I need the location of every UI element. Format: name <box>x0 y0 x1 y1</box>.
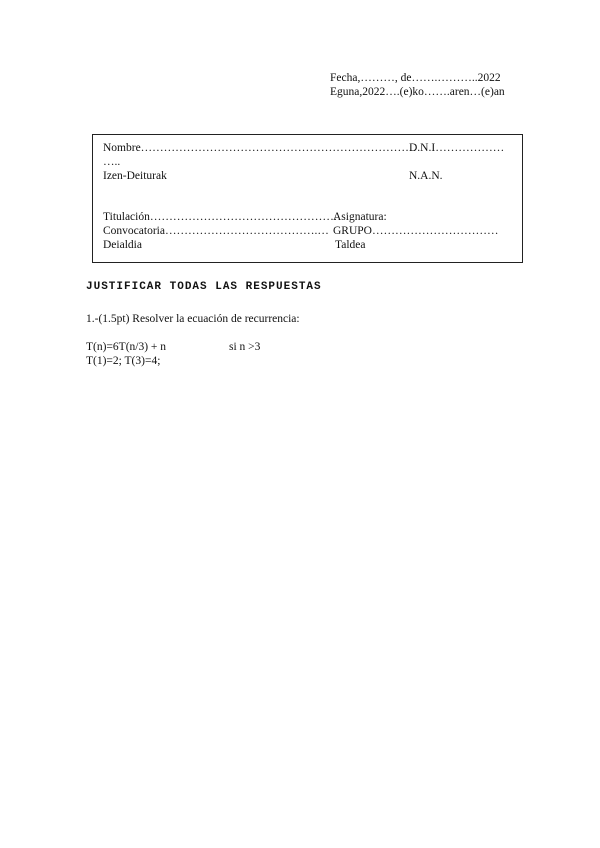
exam-session-label-eu: Deialdia <box>103 239 142 251</box>
subject-field-label: Asignatura: <box>333 211 387 223</box>
degree-field-label: Titulación…………………………………………. <box>103 211 337 223</box>
dni-field-label: D.N.I……………… <box>409 142 505 154</box>
name-field-label: Nombre……………………………………………………………… <box>103 142 417 154</box>
recurrence-condition: si n >3 <box>229 341 261 353</box>
question-1-title: 1.-(1.5pt) Resolver la ecuación de recurrencia: <box>86 313 300 325</box>
exam-session-field-label: Convocatoria………………………………….… <box>103 225 329 237</box>
instructions-heading: JUSTIFICAR TODAS LAS RESPUESTAS <box>86 281 322 293</box>
group-field-label: GRUPO…………………………… <box>333 225 499 237</box>
name-field-continuation: ….. <box>103 156 121 168</box>
dni-field-label-eu: N.A.N. <box>409 170 443 182</box>
recurrence-equation: T(n)=6T(n/3) + n <box>86 341 167 353</box>
name-field-label-eu: Izen-Deiturak <box>103 170 167 182</box>
date-line-es: Fecha,………, de…….………..2022 <box>330 72 501 84</box>
initial-conditions: T(1)=2; T(3)=4; <box>86 355 161 367</box>
group-label-eu: Taldea <box>335 239 366 251</box>
date-line-eu: Eguna,2022….(e)ko…….aren…(e)an <box>330 86 505 98</box>
